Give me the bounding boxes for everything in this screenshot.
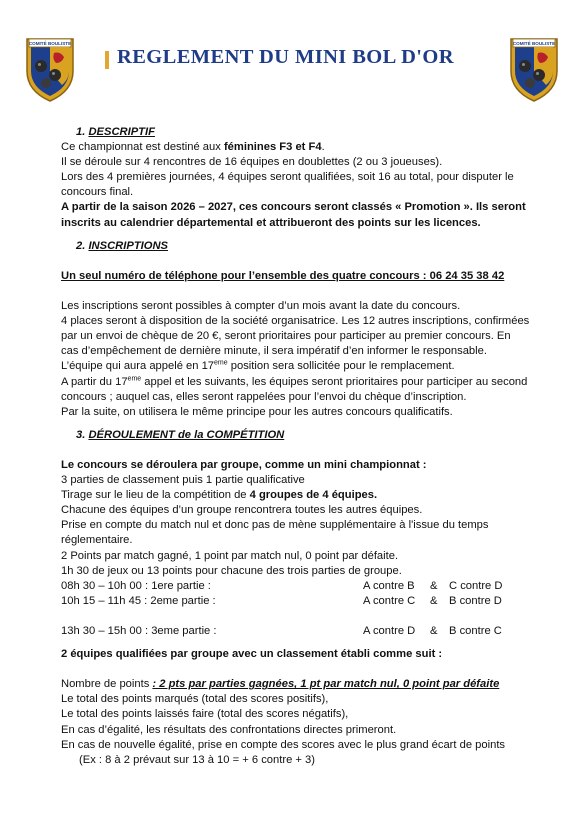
points-rule: Nombre de points : 2 pts par parties gagnées, 1 pt par match nul, 0 point par défaite [61, 678, 500, 691]
inscriptions-para-1: Les inscriptions seront possibles à compter d’un mois avant la date du concours. [61, 300, 461, 313]
inscriptions-para-2: 4 places seront à disposition de la société organisatrice. Les 12 autres inscriptions, confirmées par un envoi de chèque de 20 €, seront prioritaires pour participer au premier concours. En cas d’empêchement de dernière minute, il sera impératif d’en informer le responsable. L’équipe qui aura appelé en 17eme position sera sollicitée pour le remplacement. [61, 315, 530, 373]
criteria-4: En cas de nouvelle égalité, prise en compte des scores avec le plus grand écart de points [61, 738, 506, 751]
phone-number-line: Un seul numéro de téléphone pour l’ensemble des quatre concours : 06 24 35 38 42 [61, 269, 505, 282]
deroulement-line-5: 2 Points par match gagné, 1 point par match nul, 0 point par défaite. [61, 549, 399, 562]
criteria-1: Le total des points marqués (total des scores positifs), [61, 693, 329, 706]
deroulement-line-6: 1h 30 de jeux ou 13 points pour chacune des trois parties de groupe. [61, 564, 402, 577]
schedule-row: 08h 30 – 10h 00 : 1ere partie : A contre B & C contre D [61, 579, 503, 592]
section-heading-deroulement: 3. DÉROULEMENT de la COMPÉTITION [76, 428, 285, 441]
schedule-row: 10h 15 – 11h 45 : 2eme partie : A contre C & B contre D [61, 594, 502, 607]
deroulement-line-4: Prise en compte du match nul et donc pas de mène supplémentaire à l'issue du temps réglementaire. [61, 519, 489, 547]
criteria-3: En cas d’égalité, les résultats des confrontations directes primeront. [61, 723, 397, 736]
inscriptions-para-4: Par la suite, on utilisera le même principe pour les autres concours qualificatifs. [61, 405, 453, 418]
inscriptions-para-3: A partir du 17eme appel et les suivants, les équipes seront prioritaires pour participer au second concours ; auquel cas, elles seront rappelées pour l’envoi du chèque d’inscription. [61, 374, 528, 403]
criteria-example: (Ex : 8 à 2 prévaut sur 13 à 10 = + 6 contre + 3) [79, 753, 316, 766]
descriptif-line-1: Ce championnat est destiné aux féminines F3 et F4. [61, 141, 325, 154]
section-heading-descriptif: 1. DESCRIPTIF [76, 126, 155, 138]
descriptif-promotion-note: A partir de la saison 2026 – 2027, ces concours seront classés « Promotion ». Ils seront inscrits au calendrier départemental et attribueront des points sur les licences. [61, 201, 526, 229]
comite-bouliste-logo-right [508, 31, 560, 103]
schedule-row: 13h 30 – 15h 00 : 3eme partie : A contre D & B contre C [61, 625, 502, 637]
deroulement-line-1: 3 parties de classement puis 1 partie qualificative [61, 474, 305, 487]
qualification-heading: 2 équipes qualifiées par groupe avec un classement établi comme suit : [61, 648, 443, 661]
page-title: REGLEMENT DU MINI BOL D'OR [117, 46, 454, 68]
section-heading-inscriptions: 2. INSCRIPTIONS [76, 239, 169, 252]
comite-bouliste-logo-left [24, 31, 76, 103]
deroulement-line-3: Chacune des équipes d’un groupe rencontrera toutes les autres équipes. [61, 504, 423, 517]
deroulement-intro: Le concours se déroulera par groupe, comme un mini championnat : [61, 458, 427, 471]
descriptif-line-3: Lors des 4 premières journées, 4 équipes seront qualifiées, soit 16 au total, pour disputer le concours final. [61, 171, 514, 199]
logo-text: COMITÉ BOULISTE [512, 41, 556, 47]
logo-text: COMITÉ BOULISTE [28, 41, 72, 47]
descriptif-line-2: Il se déroule sur 4 rencontres de 16 équipes en doublettes (2 ou 3 joueuses). [61, 156, 443, 169]
criteria-2: Le total des points laissés faire (total des scores négatifs), [61, 708, 349, 721]
title-accent-bar [105, 51, 109, 69]
deroulement-line-2: Tirage sur le lieu de la compétition de 4 groupes de 4 équipes. [61, 489, 378, 502]
document-body [61, 125, 531, 768]
